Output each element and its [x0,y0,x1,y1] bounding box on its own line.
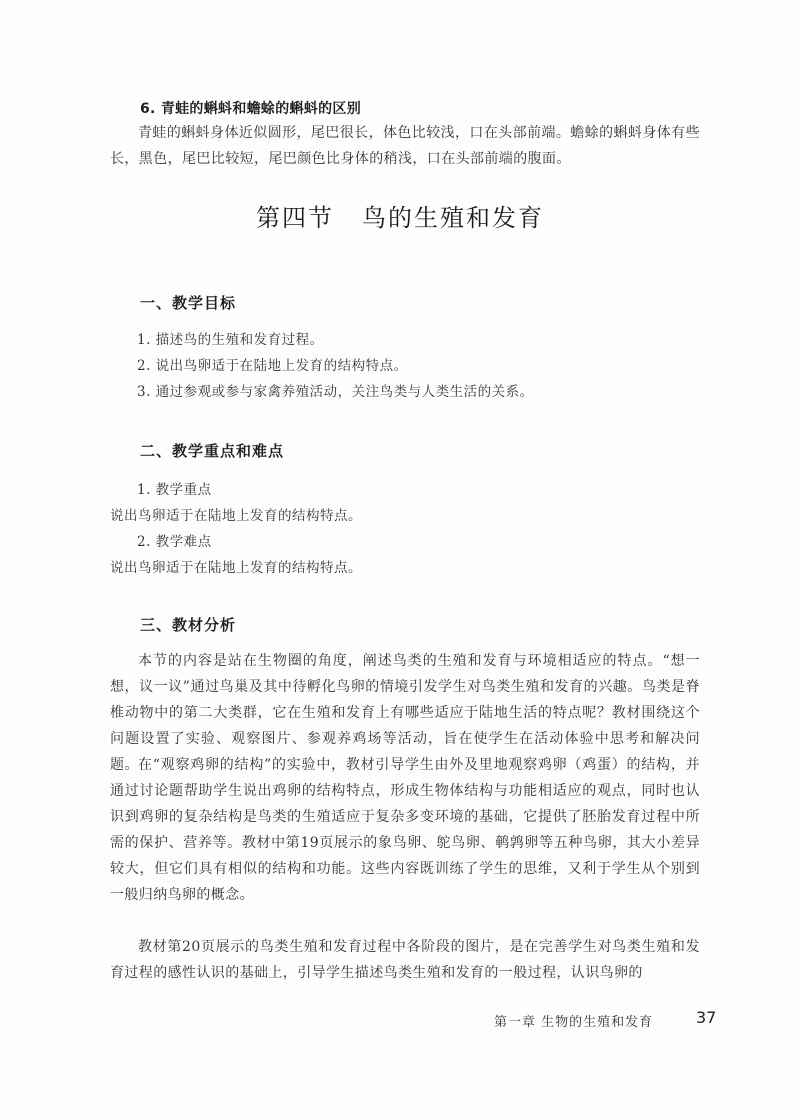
section-name: 鸟的生殖和发育 [362,204,544,232]
key-point-label: 1. 教学重点 [137,482,212,498]
key-point-text: 说出鸟卵适于在陆地上发育的结构特点。 [110,508,362,524]
intro-heading: 6. 青蛙的蝌蚪和蟾蜍的蝌蚪的区别 [140,101,362,117]
goal-item: 1. 描述鸟的生殖和发育过程。 [137,332,324,348]
analysis-heading: 三、教材分析 [140,616,237,634]
focus-heading: 二、教学重点和难点 [140,442,285,460]
difficult-point-label: 2. 教学难点 [137,534,212,550]
footer-chapter: 第一章 生物的生殖和发育 [494,1015,654,1030]
section-number: 第四节 [256,204,334,232]
section-title [0,198,800,233]
analysis-paragraph: 教材第20页展示的鸟类生殖和发育过程中各阶段的图片，是在完善学生对鸟类生殖和发育过程的感性认识的基础上，引导学生描述鸟类生殖和发育的一般过程，认识鸟卵的 [110,939,700,981]
analysis-paragraph: 本节的内容是站在生物圈的角度，阐述鸟类的生殖和发育与环境相适应的特点。“想一想，议一议”通过鸟巢及其中待孵化鸟卵的情境引发学生对鸟类生殖和发育的兴趣。鸟类是脊椎动物中的第二大类群，它在生殖和发育上有哪些适应于陆地生活的特点呢？教材围绕这个问题设置了实验、观察图片、参观养鸡场等活动，旨在使学生在活动体验中思考和解决问题。 [110,653,700,773]
page-number: 37 [696,1008,717,1027]
difficult-point-text: 说出鸟卵适于在陆地上发育的结构特点。 [110,560,362,576]
intro-paragraph: 青蛙的蝌蚪身体近似圆形，尾巴很长，体色比较浅，口在头部前端。蟾蜍的蝌蚪身体有些长，黑色，尾巴比较短，尾巴颜色比身体的稍浅，口在头部前端的腹面。 [110,125,700,167]
analysis-paragraph: 在“观察鸡卵的结构”的实验中，教材引导学生由外及里地观察鸡卵（鸡蛋）的结构，并通过讨论题帮助学生说出鸡卵的结构特点，形成生物体结构与功能相适应的观点，同时也认识到鸡卵的复杂结构是鸟类的生殖适应于复杂多变环境的基础，它提供了胚胎发育过程中所需的保护、营养等。教材中第19页展示的象鸟卵、鸵鸟卵、鹌鹑卵等五种鸟卵，其大小差异较大，但它们具有相似的结构和功能。这些内容既训练了学生的思维，又利于学生从个别到一般归纳鸟卵的概念。 [110,757,700,903]
goal-item: 2. 说出鸟卵适于在陆地上发育的结构特点。 [137,358,408,374]
goal-item: 3. 通过参观或参与家禽养殖活动，关注鸟类与人类生活的关系。 [137,384,534,400]
goals-heading: 一、教学目标 [140,294,237,312]
